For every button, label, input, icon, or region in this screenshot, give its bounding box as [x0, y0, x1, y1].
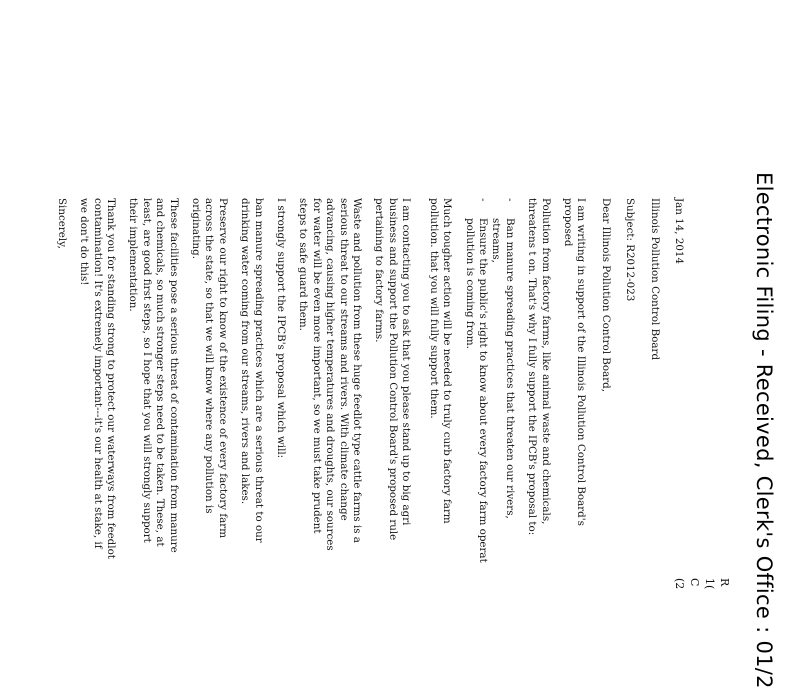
electronic-filing-stamp: Electronic Filing - Received, Clerk's Office : 01/2	[752, 172, 776, 689]
letter-subject: Subject: R2012-023	[624, 198, 637, 302]
letter-paragraph: Waste and pollution from these huge feedlot type cattle farms is a serious threat to our streams and rivers. With climate change advancing, causing higher temperatures and droughts, our sources for water will be even more important, so we must take prudent steps to safe guard them.	[297, 198, 364, 551]
side-code: 1(	[703, 578, 716, 590]
letter-date: Jan 14, 2014	[673, 198, 685, 265]
letter-paragraph: I strongly support the IPCB's proposal which will:	[275, 198, 288, 459]
letter-recipient: Illinois Pollution Control Board	[648, 198, 661, 361]
proposal-bullet-list	[462, 198, 516, 563]
side-code: (2	[673, 578, 686, 590]
side-docket-codes	[672, 578, 732, 589]
letter-salutation: Dear Illinois Pollution Control Board,	[599, 198, 612, 393]
letter-paragraph: Pollution from factory farms, like animal waste and chemicals, threatens t on. That's why I fully support the IPCB's proposal to:	[526, 198, 552, 536]
letter-body	[45, 198, 685, 563]
bullet-text: Ensure the public's right to know about every factory farm operat pollution is coming from.	[463, 218, 489, 563]
letter-paragraph: Thank you for standing strong to protect our waterways from feedlot contamination! It's extremely important---it's our health at stake, if we don't do this!	[78, 198, 117, 559]
letter-paragraph: ban manure spreading practices which are a serious threat to our drinking water coming from our streams, rivers and lakes.	[239, 198, 265, 543]
letter-paragraph: Much tougher action will be needed to truly curb factory farm pollution. that you will fully support them.	[427, 198, 454, 524]
letter-intro: I am writing in support of the Illinois Pollution Control Board's proposed	[561, 198, 588, 526]
list-item	[462, 198, 489, 563]
letter-closing: Sincerely,	[55, 198, 68, 249]
side-code: R	[718, 578, 731, 587]
side-code: C	[688, 578, 701, 587]
list-item	[489, 198, 516, 563]
bullet-dash: -	[503, 198, 516, 202]
letter-paragraph: I am contacting you to ask that you please stand up to big agri business and support the Pollution Control Board's proposed rule pertaining to factory farms.	[373, 198, 413, 541]
letter-paragraph: Preserve our right to know of the existence of every factory farm across the state, so that we will know where any pollution is originating.	[190, 198, 229, 538]
bullet-text: Ban manure spreading practices that threaten our rivers, streams,	[490, 218, 516, 519]
bullet-dash: -	[476, 198, 489, 202]
letter-paragraph: These facilities pose a serious threat of contamination from manure and chemicals, so much stronger steps need to be taken. These, at least, are good first steps, so I hope that you will strongly support their implementation.	[127, 198, 180, 553]
